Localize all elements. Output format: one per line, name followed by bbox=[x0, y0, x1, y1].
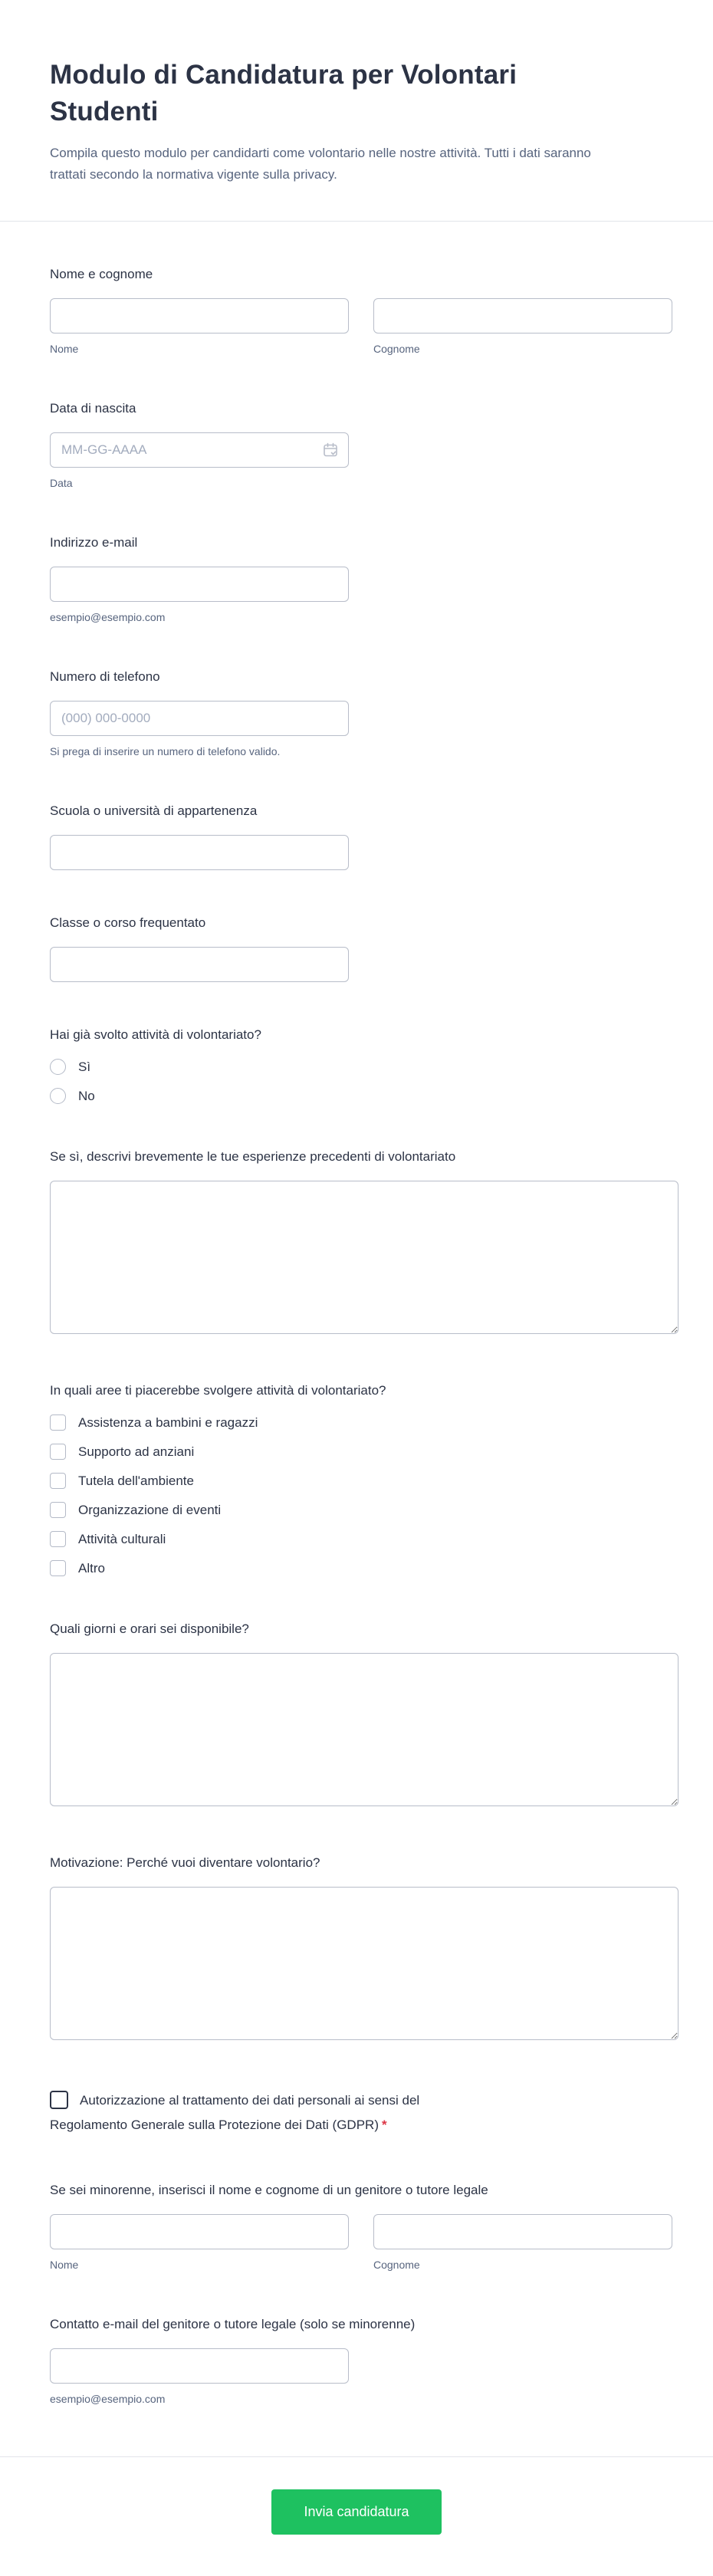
question-areas bbox=[50, 1382, 678, 1576]
question-prior-volunteering bbox=[50, 1027, 678, 1104]
prior-experience-label: Se sì, descrivi brevemente le tue esperienze precedenti di volontariato bbox=[50, 1149, 456, 1164]
question-guardian-email bbox=[50, 2316, 678, 2406]
checkbox-option-eventi[interactable] bbox=[50, 1502, 678, 1518]
gdpr-checkbox-icon[interactable] bbox=[50, 2091, 68, 2109]
checkbox-icon[interactable] bbox=[50, 1560, 66, 1576]
radio-option-no-label: No bbox=[78, 1089, 95, 1103]
checkbox-option-anziani-label: Supporto ad anziani bbox=[78, 1444, 195, 1459]
radio-option-no[interactable] bbox=[50, 1088, 678, 1104]
school-label: Scuola o università di appartenenza bbox=[50, 803, 258, 818]
guardian-email-label: Contatto e-mail del genitore o tutore legale (solo se minorenne) bbox=[50, 2317, 416, 2331]
radio-icon[interactable] bbox=[50, 1059, 66, 1075]
checkbox-option-altro[interactable] bbox=[50, 1560, 678, 1576]
fullname-label: Nome e cognome bbox=[50, 267, 153, 281]
question-availability bbox=[50, 1621, 678, 1810]
prior-volunteering-label: Hai già svolto attività di volontariato? bbox=[50, 1027, 261, 1042]
question-gdpr-consent bbox=[50, 2088, 678, 2137]
birthdate-sublabel: Data bbox=[50, 477, 73, 489]
birthdate-input[interactable] bbox=[50, 432, 349, 468]
checkbox-icon[interactable] bbox=[50, 1531, 66, 1547]
radio-icon[interactable] bbox=[50, 1088, 66, 1104]
guardian-email-sublabel: esempio@esempio.com bbox=[50, 2393, 166, 2405]
form-title: Modulo di Candidatura per Volontari Studenti bbox=[50, 60, 518, 127]
email-input[interactable] bbox=[50, 567, 349, 602]
last-name-sublabel: Cognome bbox=[373, 343, 420, 355]
checkbox-option-assistenza-label: Assistenza a bambini e ragazzi bbox=[78, 1415, 258, 1430]
question-motivation bbox=[50, 1855, 678, 2044]
first-name-sublabel: Nome bbox=[50, 343, 79, 355]
question-school bbox=[50, 803, 678, 870]
checkbox-option-anziani[interactable] bbox=[50, 1444, 678, 1460]
checkbox-option-ambiente-label: Tutela dell'ambiente bbox=[78, 1474, 194, 1488]
checkbox-option-ambiente[interactable] bbox=[50, 1473, 678, 1489]
checkbox-icon[interactable] bbox=[50, 1502, 66, 1518]
last-name-input[interactable] bbox=[373, 298, 672, 334]
calendar-icon[interactable] bbox=[322, 442, 339, 458]
gdpr-consent-row[interactable] bbox=[50, 2088, 479, 2137]
question-fullname bbox=[50, 266, 678, 356]
email-label: Indirizzo e-mail bbox=[50, 535, 138, 550]
form-footer bbox=[0, 2456, 713, 2576]
school-input[interactable] bbox=[50, 835, 349, 870]
phone-input[interactable] bbox=[50, 701, 349, 736]
question-birthdate bbox=[50, 400, 678, 490]
guardian-name-label: Se sei minorenne, inserisci il nome e cognome di un genitore o tutore legale bbox=[50, 2183, 488, 2197]
guardian-last-name-input[interactable] bbox=[373, 2214, 672, 2249]
checkbox-option-culturali-label: Attività culturali bbox=[78, 1532, 166, 1546]
checkbox-option-culturali[interactable] bbox=[50, 1531, 678, 1547]
radio-option-si[interactable] bbox=[50, 1059, 678, 1075]
guardian-last-name-sublabel: Cognome bbox=[373, 2259, 420, 2271]
email-sublabel: esempio@esempio.com bbox=[50, 611, 166, 623]
checkbox-icon[interactable] bbox=[50, 1473, 66, 1489]
first-name-input[interactable] bbox=[50, 298, 349, 334]
question-phone bbox=[50, 669, 678, 758]
submit-button[interactable]: Invia candidatura bbox=[271, 2489, 442, 2535]
question-guardian-name bbox=[50, 2182, 678, 2272]
checkbox-option-assistenza[interactable] bbox=[50, 1414, 678, 1431]
guardian-first-name-sublabel: Nome bbox=[50, 2259, 79, 2271]
checkbox-option-altro-label: Altro bbox=[78, 1561, 105, 1576]
motivation-label: Motivazione: Perché vuoi diventare volontario? bbox=[50, 1855, 320, 1870]
required-asterisk: * bbox=[381, 2118, 387, 2132]
phone-sublabel: Si prega di inserire un numero di telefono valido. bbox=[50, 745, 281, 757]
question-prior-experience bbox=[50, 1148, 678, 1338]
areas-label: In quali aree ti piacerebbe svolgere attività di volontariato? bbox=[50, 1383, 386, 1398]
course-label: Classe o corso frequentato bbox=[50, 915, 206, 930]
phone-label: Numero di telefono bbox=[50, 669, 160, 684]
checkbox-icon[interactable] bbox=[50, 1444, 66, 1460]
question-email bbox=[50, 534, 678, 624]
guardian-email-input[interactable] bbox=[50, 2348, 349, 2384]
radio-option-si-label: Sì bbox=[78, 1060, 91, 1074]
question-course bbox=[50, 915, 678, 982]
guardian-first-name-input[interactable] bbox=[50, 2214, 349, 2249]
form-header bbox=[0, 0, 713, 222]
motivation-textarea[interactable] bbox=[50, 1887, 678, 2040]
birthdate-label: Data di nascita bbox=[50, 401, 136, 416]
availability-label: Quali giorni e orari sei disponibile? bbox=[50, 1622, 249, 1636]
form-body bbox=[0, 222, 713, 2406]
gdpr-consent-label: Autorizzazione al trattamento dei dati personali ai sensi del Regolamento Generale sulla Protezione dei Dati (GDPR) bbox=[50, 2093, 420, 2132]
course-input[interactable] bbox=[50, 947, 349, 982]
checkbox-icon[interactable] bbox=[50, 1414, 66, 1431]
checkbox-option-eventi-label: Organizzazione di eventi bbox=[78, 1503, 222, 1517]
prior-experience-textarea[interactable] bbox=[50, 1181, 678, 1334]
availability-textarea[interactable] bbox=[50, 1653, 678, 1806]
form-subtitle: Compila questo modulo per candidarti come volontario nelle nostre attività. Tutti i dati saranno trattati secondo la normativa vigente sulla privacy. bbox=[50, 146, 591, 182]
